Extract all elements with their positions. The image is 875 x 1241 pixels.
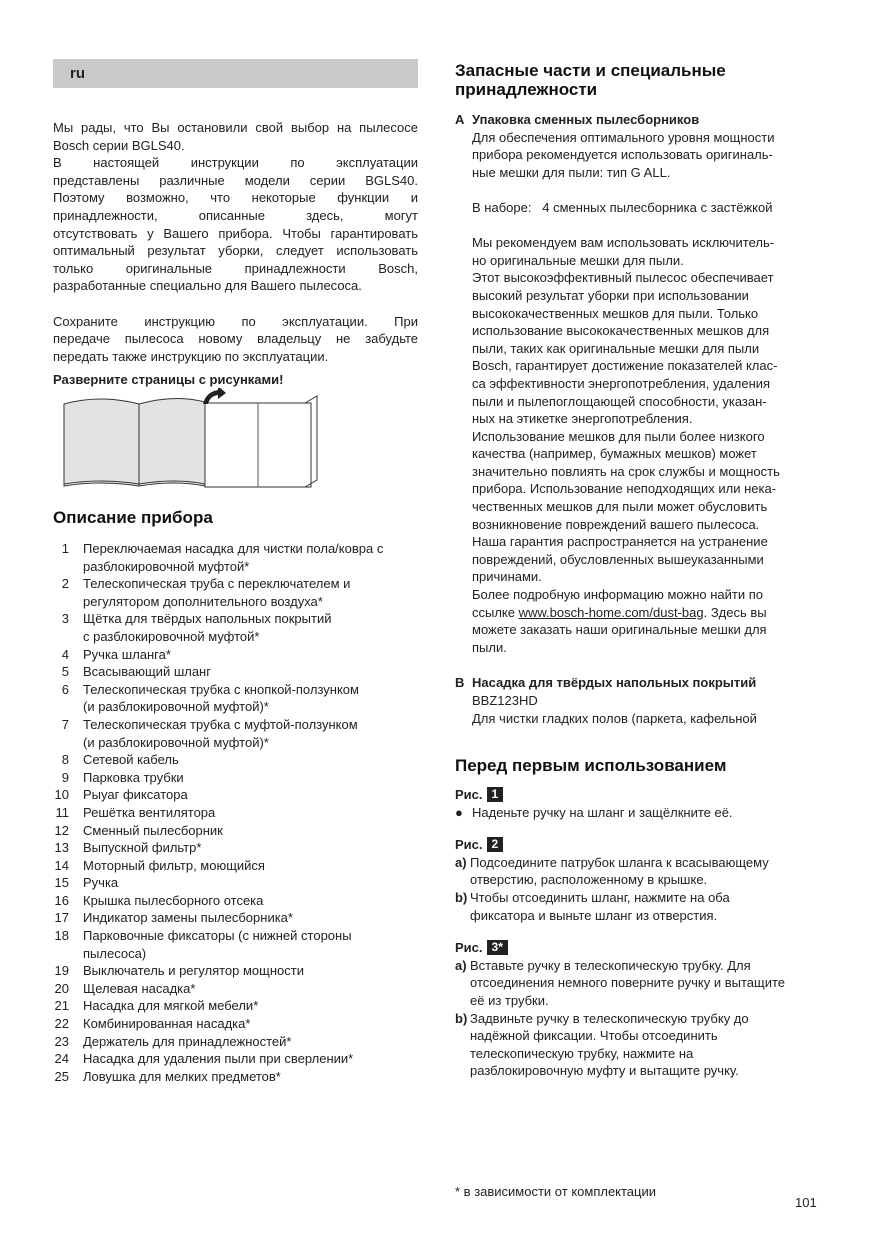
text-line: принадлежности, описанные здесь, могут xyxy=(53,207,418,223)
item-text: Сетевой кабель xyxy=(83,752,179,768)
list-item xyxy=(53,980,433,998)
list-item xyxy=(53,804,433,822)
item-number: 22 xyxy=(54,1016,69,1032)
title-line: Запасные части и специальные xyxy=(455,61,726,80)
list-item xyxy=(53,839,433,857)
text-line: В настоящей инструкции по эксплуатации xyxy=(53,155,418,171)
list-item xyxy=(53,892,433,910)
paragraph xyxy=(470,854,825,889)
item-text: (и разблокировочной муфтой)* xyxy=(83,699,269,715)
text-line: прибора. Использование неподходящих или нека- xyxy=(472,481,777,497)
text-line: но оригинальные мешки для пыли. xyxy=(472,252,684,268)
item-number: 8 xyxy=(61,752,69,768)
text-line: использование высококачественных мешков для xyxy=(472,323,770,339)
text-line: представлены различные модели серии BGLS40. xyxy=(53,172,418,188)
list-item xyxy=(53,927,433,962)
section-a-heading xyxy=(455,111,825,129)
list-item xyxy=(53,857,433,875)
item-number: 19 xyxy=(54,963,69,979)
list-item xyxy=(53,786,433,804)
text-line: отверстию, расположенному в крышке. xyxy=(470,872,708,888)
list-item xyxy=(53,769,433,787)
page-number: 101 xyxy=(795,1195,817,1210)
item-number: 2 xyxy=(61,576,69,592)
list-item xyxy=(53,909,433,927)
fig-number-badge: 1 xyxy=(487,787,504,802)
text-line: высокий результат уборки при использовании xyxy=(472,287,749,303)
fig-3-step-a xyxy=(455,957,825,1010)
list-item xyxy=(53,646,433,664)
list-item xyxy=(53,663,433,681)
text-line: её из трубки. xyxy=(470,992,549,1008)
step-label: b) xyxy=(455,1010,468,1026)
text-line: пыли, таких как оригинальные мешки для пыли xyxy=(472,340,760,356)
link-line xyxy=(472,604,825,622)
step-label: a) xyxy=(455,957,467,973)
list-item xyxy=(53,874,433,892)
first-use-title: Перед первым использованием xyxy=(455,756,727,775)
item-text: Телескопическая трубка с муфтой-ползунком xyxy=(83,716,358,732)
item-text: Телескопическая труба с переключателем и xyxy=(83,576,351,592)
item-text: Ловушка для мелких предметов* xyxy=(83,1068,281,1084)
item-text: Парковочные фиксаторы (с нижней стороны xyxy=(83,928,352,944)
section-b-heading xyxy=(455,674,825,692)
paragraph xyxy=(472,129,825,182)
text-line: Наша гарантия распространяется на устранение xyxy=(472,534,768,550)
text-line: Сохраните инструкцию по эксплуатации. При xyxy=(53,313,418,329)
text-line: Мы рады, что Вы остановили свой выбор на пылесосе xyxy=(53,120,418,135)
text-line: ные мешки для пыли: тип G ALL. xyxy=(472,164,671,180)
item-number: 17 xyxy=(54,910,69,926)
list-item xyxy=(53,822,433,840)
text-line: Подсоедините патрубок шланга к всасывающему xyxy=(470,854,769,870)
text-line: повреждений, обусловленных вышеуказанными xyxy=(472,551,764,567)
spare-parts-section xyxy=(455,111,825,727)
item-text: Комбинированная насадка* xyxy=(83,1016,251,1032)
paragraph xyxy=(470,889,825,924)
fig-1-heading xyxy=(455,786,825,804)
text-line: разблокировочную муфту и вытащите ручку. xyxy=(470,1063,739,1079)
text-line: отсутствовать у Вашего прибора. Чтобы гарантировать xyxy=(53,225,418,241)
text-line: надёжной фиксации. Чтобы отсоединить xyxy=(470,1028,718,1044)
unfold-arrow-icon xyxy=(203,388,226,404)
item-text: Насадка для мягкой мебели* xyxy=(83,998,259,1014)
item-number: 20 xyxy=(54,980,69,996)
language-code: ru xyxy=(70,65,85,82)
item-text: Моторный фильтр, моющийся xyxy=(83,857,265,873)
text-line: причинами. xyxy=(472,569,542,585)
item-text: с разблокировочной муфтой* xyxy=(83,628,260,644)
list-item xyxy=(53,681,433,716)
item-text: Парковка трубки xyxy=(83,769,184,785)
item-number: 18 xyxy=(54,928,69,944)
item-text: Телескопическая трубка с кнопкой-ползунком xyxy=(83,681,359,697)
list-item xyxy=(53,962,433,980)
item-text: Ручка xyxy=(83,875,119,891)
text-line: разработанные специально для Вашего пылесоса. xyxy=(53,278,362,294)
title-line: принадлежности xyxy=(455,80,598,99)
item-number: 12 xyxy=(54,822,69,838)
intro-text xyxy=(53,119,418,365)
item-text: Рыуаг фиксатора xyxy=(83,787,188,803)
text-line: можете заказать наши оригинальные мешки для xyxy=(472,622,767,638)
item-text: Щелевая насадка* xyxy=(83,980,196,996)
item-number: 10 xyxy=(54,787,69,803)
description-title: Описание прибора xyxy=(53,508,213,527)
paragraph xyxy=(470,957,825,1010)
text-line: Bosch, гарантирует достижение показателей клас- xyxy=(472,358,778,374)
text-line: чественных мешков для пыли может обусловить xyxy=(472,499,768,515)
fig-3-step-b xyxy=(455,1010,825,1080)
fig-number-badge: 3* xyxy=(487,940,508,955)
item-text: (и разблокировочной муфтой)* xyxy=(83,734,269,750)
list-item xyxy=(53,540,433,575)
paragraph xyxy=(53,313,418,366)
fig-1-step xyxy=(455,804,825,822)
list-item xyxy=(53,997,433,1015)
list-item xyxy=(53,1033,433,1051)
item-text: Всасывающий шланг xyxy=(83,664,211,680)
item-text: Переключаемая насадка для чистки пола/ковра с xyxy=(83,541,384,556)
list-item xyxy=(53,575,433,610)
text: . Здесь вы xyxy=(703,604,767,620)
fig-2-heading xyxy=(455,836,825,854)
text: ссылке xyxy=(472,604,519,620)
text-line: качества (например, бумажных мешков) может xyxy=(472,446,757,462)
item-text: Решётка вентилятора xyxy=(83,804,216,820)
list-item xyxy=(53,1015,433,1033)
item-number: 25 xyxy=(54,1068,69,1084)
item-number: 14 xyxy=(54,857,69,873)
item-number: 1 xyxy=(61,541,69,556)
item-text: Индикатор замены пылесборника* xyxy=(83,910,293,926)
fig-2-step-b xyxy=(455,889,825,924)
dust-bag-link[interactable]: www.bosch-home.com/dust-bag xyxy=(518,604,704,620)
text-line: Использование мешков для пыли более низкого xyxy=(472,428,765,444)
text-line: Поэтому возможно, что некоторые функции и xyxy=(53,190,418,206)
section-a-label: A xyxy=(455,112,465,127)
item-number: 15 xyxy=(54,875,69,891)
item-text: Держатель для принадлежностей* xyxy=(83,1033,292,1049)
item-number: 3 xyxy=(61,611,69,627)
unfold-pages-illustration xyxy=(60,388,320,496)
item-text: Крышка пылесборного отсека xyxy=(83,892,264,908)
text-line: BBZ123HD xyxy=(472,693,538,708)
item-text: Ручка шланга* xyxy=(83,646,171,662)
item-number: 5 xyxy=(61,664,69,680)
list-item xyxy=(53,1068,433,1086)
item-number: 6 xyxy=(61,681,69,697)
footnote: * в зависимости от комплектации xyxy=(455,1184,657,1199)
text-line: телескопическую трубку, нажмите на xyxy=(470,1045,694,1061)
step-text: Наденьте ручку на шланг и защёлкните её. xyxy=(472,804,733,820)
fig-3-heading xyxy=(455,939,825,957)
text-line: передать также инструкцию по эксплуатации. xyxy=(53,348,329,364)
section-b-label: B xyxy=(455,675,465,691)
paragraph xyxy=(472,621,825,656)
text-line: значительно повлиять на срок службы и мощность xyxy=(472,463,780,479)
parts-list xyxy=(53,540,433,1085)
text-line: возникновение повреждений вашего пылесоса. xyxy=(472,516,760,532)
item-number: 9 xyxy=(61,769,69,785)
item-number: 7 xyxy=(61,716,69,732)
language-bar xyxy=(53,59,418,88)
text-line: Мы рекомендуем вам использовать исключитель- xyxy=(472,235,775,251)
step-label: b) xyxy=(455,889,468,905)
item-number: 13 xyxy=(54,840,69,856)
paragraph xyxy=(455,692,825,727)
text-line: оптимальный результат уборки, следует использовать xyxy=(53,243,418,259)
unfold-note: Разверните страницы с рисунками! xyxy=(53,372,284,387)
text-line: Bosch серии BGLS40. xyxy=(53,137,185,153)
text-line: передаче пылесоса новому владельцу не забудьте xyxy=(53,331,418,347)
section-a-title: Упаковка сменных пылесборников xyxy=(472,112,700,127)
fig-label: Рис. xyxy=(455,787,483,802)
package-contents: В наборе: 4 сменных пылесборника с застёжкой xyxy=(472,199,773,215)
paragraph xyxy=(53,119,418,154)
fig-label: Рис. xyxy=(455,940,483,956)
text-line: Этот высокоэффективный пылесос обеспечивает xyxy=(472,270,774,286)
item-text: регулятором дополнительного воздуха* xyxy=(83,593,323,609)
list-item xyxy=(53,716,433,751)
text-line: Для чистки гладких полов (паркета, кафельной xyxy=(472,710,757,726)
item-text: разблокировочной муфтой* xyxy=(83,558,250,574)
text-line: пыли и пылепоглощающей способности, указан- xyxy=(472,393,767,409)
text-line: Задвиньте ручку в телескопическую трубку до xyxy=(470,1010,749,1026)
section-b-title: Насадка для твёрдых напольных покрытий xyxy=(472,675,757,691)
paragraph xyxy=(470,1010,825,1080)
paragraph xyxy=(472,234,825,603)
item-number: 24 xyxy=(54,1051,69,1067)
text-line: са эффективности энергопотребления, удаления xyxy=(472,375,771,391)
fig-number-badge: 2 xyxy=(487,837,504,852)
step-label: a) xyxy=(455,854,467,870)
fig-2-step-a xyxy=(455,854,825,889)
text-line: отсоединения немного поверните ручку и вытащите xyxy=(470,975,786,991)
text-line: ных на этикетке энергопотребления. xyxy=(472,411,693,427)
item-number: 23 xyxy=(54,1033,69,1049)
item-text: Насадка для удаления пыли при сверлении* xyxy=(83,1051,354,1067)
text-line: пыли. xyxy=(472,639,507,655)
spare-parts-title xyxy=(455,61,726,99)
text-line: только оригинальные принадлежности Bosch, xyxy=(53,260,418,276)
item-text: Сменный пылесборник xyxy=(83,822,223,838)
text-line: Вставьте ручку в телескопическую трубку. Для xyxy=(470,957,751,973)
item-number: 16 xyxy=(54,892,69,908)
text-line: Для обеспечения оптимального уровня мощности xyxy=(472,129,775,145)
list-item xyxy=(53,1050,433,1068)
fig-label: Рис. xyxy=(455,837,483,853)
text-line: высококачественных мешков для пыли. Только xyxy=(472,305,759,321)
item-number: 11 xyxy=(55,804,69,820)
item-text: Щётка для твёрдых напольных покрытий xyxy=(83,611,332,627)
item-text: Выключатель и регулятор мощности xyxy=(83,963,304,979)
bullet-icon: ● xyxy=(455,804,463,820)
paragraph xyxy=(53,154,418,295)
item-number: 21 xyxy=(54,998,69,1014)
list-item xyxy=(53,610,433,645)
text-line: фиксатора и выньте шланг из отверстия. xyxy=(470,907,718,923)
item-number: 4 xyxy=(61,646,69,662)
list-item xyxy=(53,751,433,769)
item-text: пылесоса) xyxy=(83,945,147,961)
item-text: Выпускной фильтр* xyxy=(83,840,202,856)
text-line: прибора рекомендуется использовать оригиналь- xyxy=(472,147,773,163)
text-line: Более подробную информацию можно найти по xyxy=(472,587,763,603)
text-line: Чтобы отсоединить шланг, нажмите на оба xyxy=(470,889,730,905)
first-use-steps xyxy=(455,786,825,1080)
